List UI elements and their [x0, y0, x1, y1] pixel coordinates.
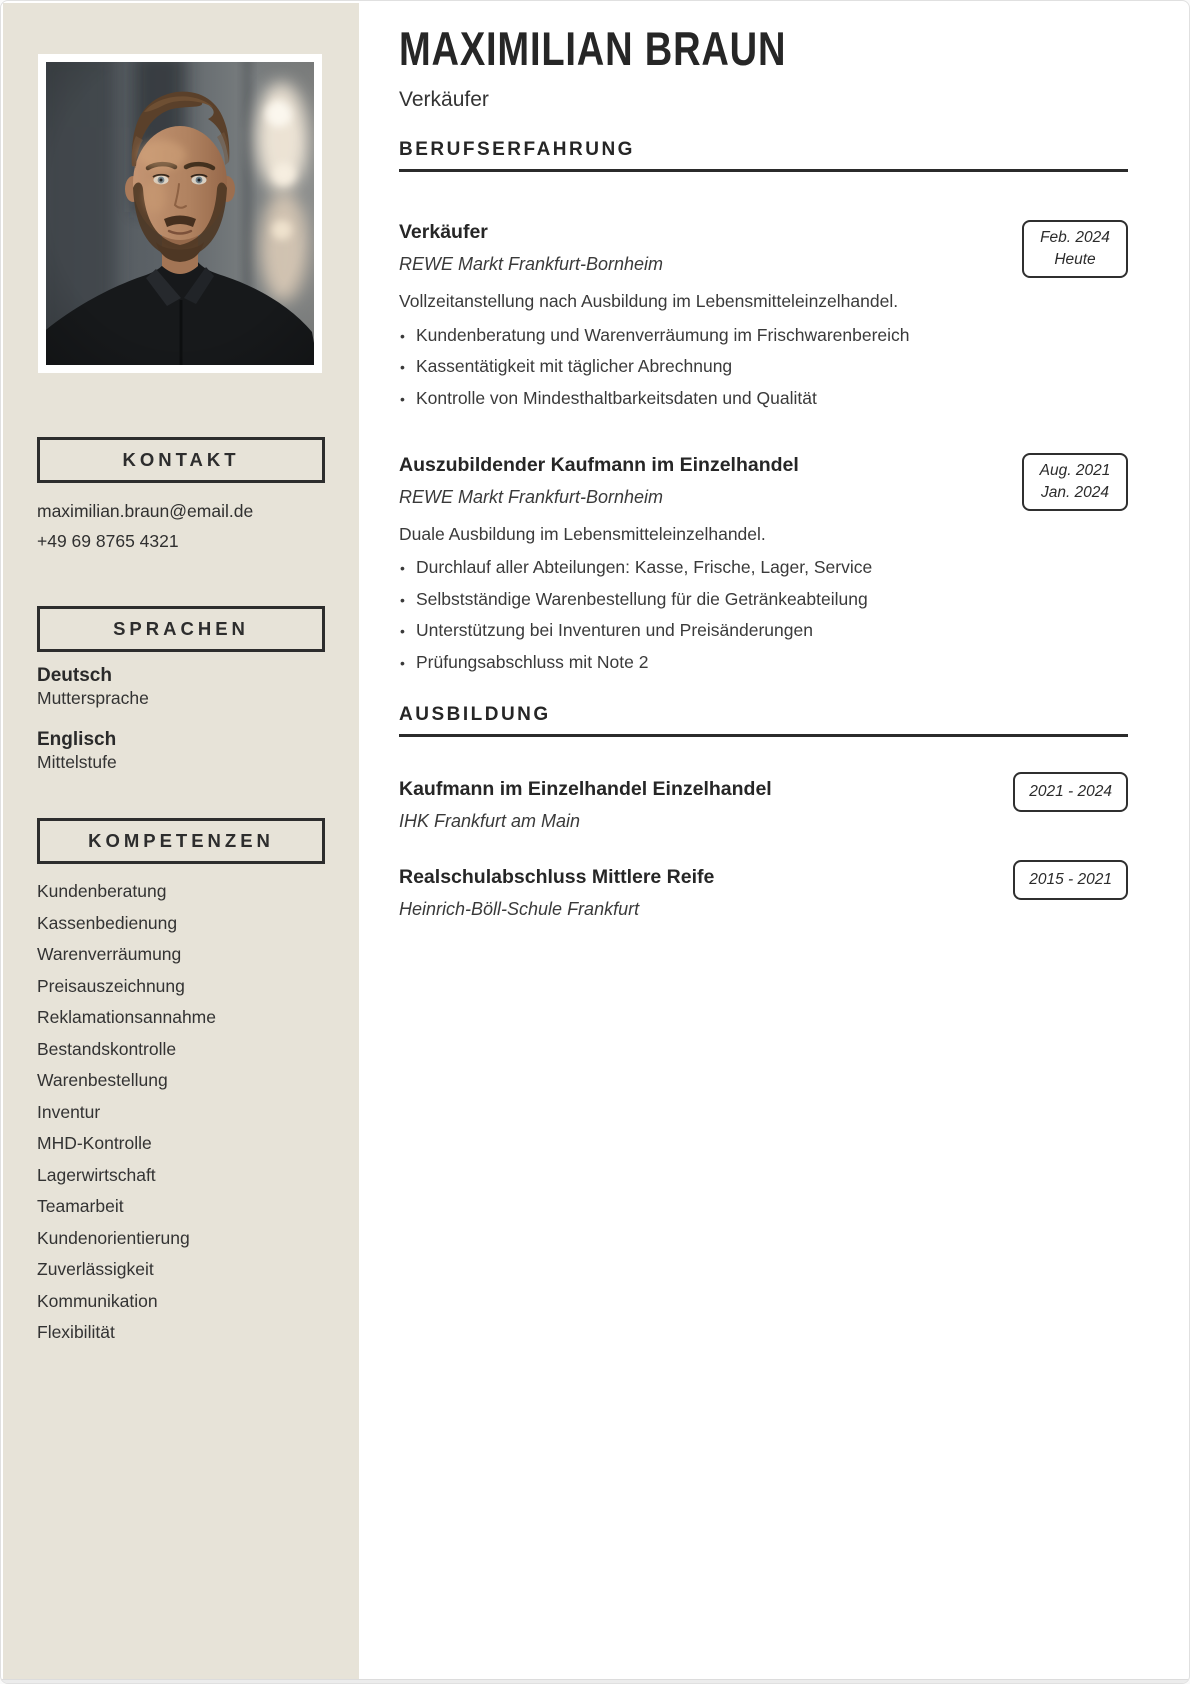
skill-item: Kommunikation: [37, 1290, 158, 1311]
contact-email: maximilian.braun@email.de: [37, 501, 254, 521]
language-level: Mittelstufe: [37, 752, 117, 772]
languages-section-header: SPRACHEN: [37, 606, 325, 652]
skill-item: Bestandskontrolle: [37, 1038, 177, 1059]
job-company: REWE Markt Frankfurt-Bornheim: [399, 486, 664, 507]
language-name: Deutsch: [37, 665, 112, 686]
skill-item: Reklamationsannahme: [37, 1007, 216, 1027]
job-bullet: • Durchlauf aller Abteilungen: Kasse, Frische, Lager, Service: [399, 558, 1128, 577]
skill-item: Zuverlässigkeit: [37, 1259, 154, 1279]
education-title: Kaufmann im Einzelhandel Einzelhandel: [399, 777, 772, 800]
sidebar: [3, 3, 359, 1680]
skills-list: [37, 876, 325, 1349]
education-section-header: AUSBILDUNG: [399, 704, 1128, 737]
skill-item: Teamarbeit: [37, 1196, 124, 1216]
skill-item: Kundenberatung: [37, 881, 167, 901]
skill-item: Flexibilität: [37, 1322, 115, 1342]
education-date-badge: 2021 - 2024: [1013, 772, 1128, 812]
job-date-start: Feb. 2024: [1040, 229, 1110, 246]
portrait-image: [46, 62, 314, 365]
job-bullet: • Selbstständige Warenbestellung für die Getränkeabteilung: [399, 590, 1128, 609]
language-item: [37, 664, 325, 710]
job-date-end: Heute: [1054, 251, 1096, 268]
page-bottom-edge: [1, 1679, 1189, 1683]
job-date-start: Aug. 2021: [1039, 461, 1111, 479]
job-bullet: • Kassentätigkeit mit täglicher Abrechnung: [399, 357, 1128, 376]
education-institution: IHK Frankfurt am Main: [399, 810, 581, 831]
job-title: Auszubildender Kaufmann im Einzelhandel: [399, 453, 799, 476]
job-date-end: Jan. 2024: [1040, 483, 1110, 501]
profile-photo: [38, 54, 322, 373]
education-heading: [399, 777, 772, 833]
education-entry: [399, 777, 1128, 833]
job-bullet-list: [399, 558, 1128, 672]
languages-list: [37, 664, 325, 774]
skill-item: Lagerwirtschaft: [37, 1164, 156, 1185]
education-entry: [399, 865, 1128, 921]
education-heading: [399, 865, 714, 921]
job-heading: [399, 453, 799, 509]
experience-entry: [399, 220, 1128, 408]
language-level: Muttersprache: [37, 688, 149, 708]
education-institution: Heinrich-Böll-Schule Frankfurt: [399, 898, 640, 919]
job-bullet: • Prüfungsabschluss mit Note 2: [399, 653, 1128, 672]
skill-item: MHD-Kontrolle: [37, 1133, 152, 1153]
experience-entry: [399, 453, 1128, 672]
skill-item: Kassenbedienung: [37, 912, 178, 933]
job-date-badge: [1022, 220, 1128, 278]
job-heading: [399, 220, 663, 276]
education-title: Realschulabschluss Mittlere Reife: [399, 865, 715, 888]
job-bullet-list: [399, 326, 1128, 408]
job-title: Verkäufer: [399, 221, 488, 243]
experience-section-header: BERUFSERFAHRUNG: [399, 139, 1128, 172]
language-name: Englisch: [37, 729, 117, 750]
skill-item: Kundenorientierung: [37, 1227, 190, 1248]
language-item: [37, 728, 325, 774]
contact-section-header: KONTAKT: [37, 437, 325, 483]
job-company: REWE Markt Frankfurt-Bornheim: [399, 254, 664, 274]
contact-phone: +49 69 8765 4321: [37, 531, 179, 551]
job-bullet: • Unterstützung bei Inventuren und Preisänderungen: [399, 621, 1128, 640]
skill-item: Preisauszeichnung: [37, 975, 185, 996]
skills-section-header: KOMPETENZEN: [37, 818, 325, 864]
job-summary: Duale Ausbildung im Lebensmitteleinzelhandel.: [399, 523, 766, 544]
contact-info: [37, 496, 325, 556]
education-date-badge: 2015 - 2021: [1013, 860, 1128, 900]
job-bullet: • Kundenberatung und Warenverräumung im Frischwarenbereich: [399, 326, 1128, 345]
skill-item: Warenbestellung: [37, 1070, 168, 1090]
skill-item: Inventur: [37, 1101, 101, 1122]
job-date-badge: [1022, 453, 1128, 511]
job-summary: Vollzeitanstellung nach Ausbildung im Lebensmitteleinzelhandel.: [399, 291, 899, 311]
job-bullet: • Kontrolle von Mindesthaltbarkeitsdaten und Qualität: [399, 389, 1128, 408]
person-job-title: Verkäufer: [399, 88, 489, 111]
main-content: [399, 1, 1128, 921]
skill-item: Warenverräumung: [37, 944, 182, 964]
person-name: MAXIMILIAN BRAUN: [399, 22, 787, 75]
